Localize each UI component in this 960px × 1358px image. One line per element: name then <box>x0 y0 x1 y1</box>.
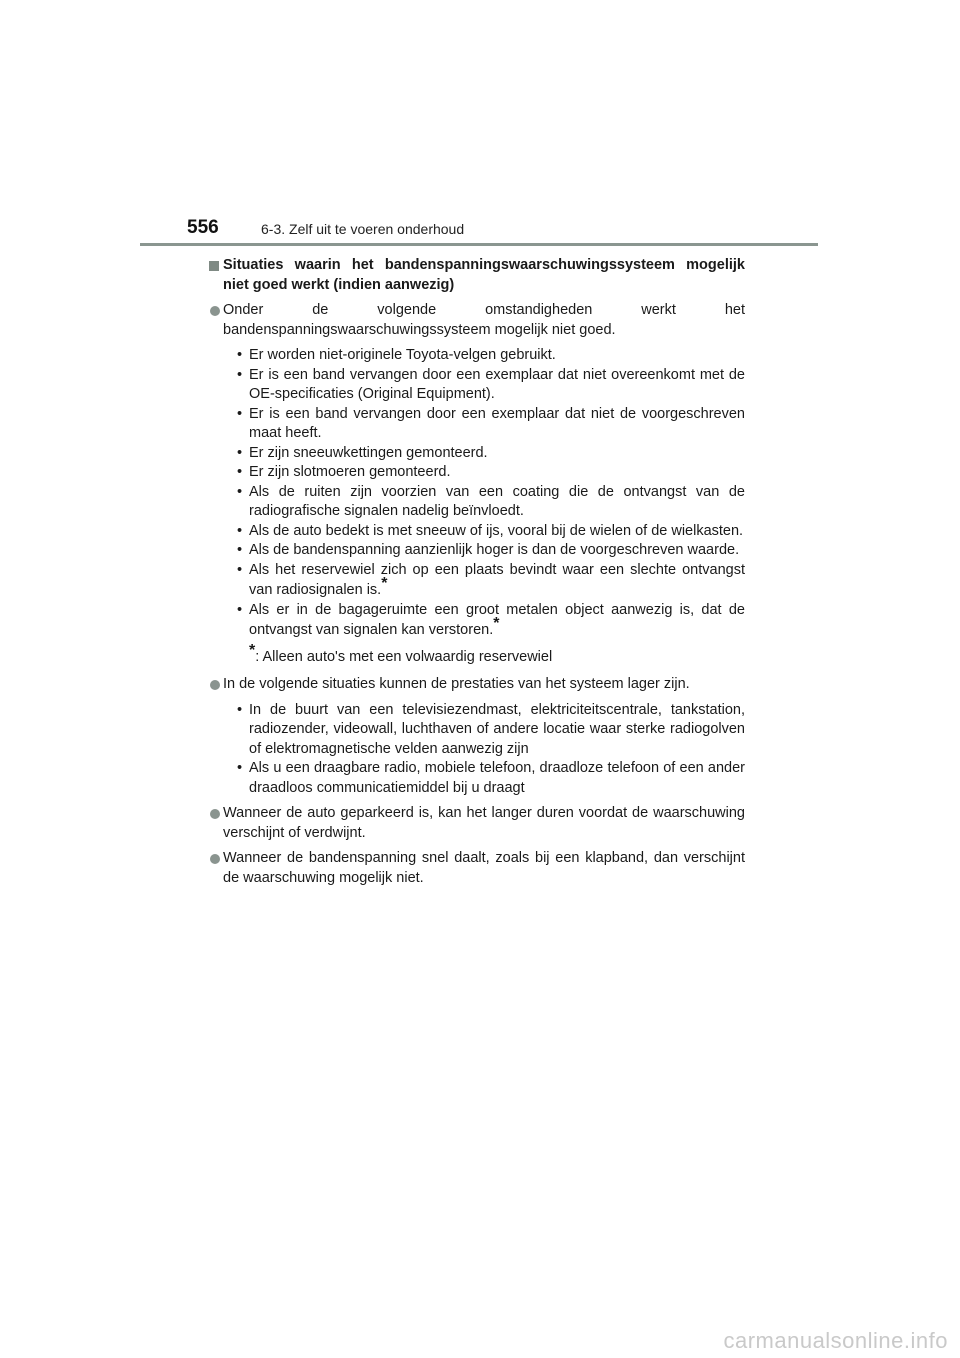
paragraph-2 <box>209 675 745 695</box>
situation-list <box>209 701 745 799</box>
watermark: carmanualsonline.info <box>723 1328 948 1353</box>
page-number: 556 <box>187 217 219 238</box>
list-item: • Als de bandenspanning aanzienlijk hoger is dan de voorgeschreven waarde. <box>237 542 740 558</box>
circle-bullet-icon <box>210 306 220 316</box>
footnote <box>209 641 745 668</box>
section-title: 6-3. Zelf uit te voeren onderhoud <box>261 221 465 237</box>
list-item: • Er is een band vervangen door een exemplaar dat niet overeenkomt met de OE-specificaties (Original Equipment). <box>237 366 745 402</box>
list-item: • Er worden niet-originele Toyota-velgen gebruikt. <box>237 347 556 363</box>
footnote-text: : Alleen auto's met een volwaardig reservewiel <box>255 648 553 665</box>
main-content <box>209 256 745 894</box>
circle-bullet-icon <box>210 854 220 864</box>
condition-list <box>209 346 745 641</box>
list-item: • Als de ruiten zijn voorzien van een coating die de ontvangst van de radiografische signalen nadelig beïnvloedt. <box>237 483 745 519</box>
list-item: • Als u een draagbare radio, mobiele telefoon, draadloze telefoon of een ander draadloos communicatiemiddel bij u draagt <box>237 760 745 796</box>
paragraph-text: Wanneer de bandenspanning snel daalt, zoals bij een klapband, dan verschijnt de waarschuwing mogelijk niet. <box>223 850 745 886</box>
square-bullet-icon <box>209 261 219 271</box>
list-item: • Als de auto bedekt is met sneeuw of ijs, vooral bij de wielen of de wielkasten. <box>237 522 744 539</box>
header-rule <box>140 243 818 246</box>
footnote-star: * <box>381 575 388 592</box>
section-heading <box>209 256 745 295</box>
footnote-star: * <box>493 615 500 632</box>
list-item: • Als er in de bagageruimte een groot metalen object aanwezig is, dat de ontvangst van signalen kan verstoren.* <box>237 601 745 638</box>
list-item: • Er zijn sneeuwkettingen gemonteerd. <box>237 444 488 461</box>
paragraph-text: In de volgende situaties kunnen de prestaties van het systeem lager zijn. <box>223 676 690 692</box>
paragraph-text: Onder de volgende omstandigheden werkt het bandenspanningswaarschuwingssysteem mogelijk niet goed. <box>223 302 745 338</box>
footnote-star: * <box>249 641 256 659</box>
paragraph-1 <box>209 301 745 340</box>
list-item: • In de buurt van een televisiezendmast, elektriciteitscentrale, tankstation, radiozender, videowall, luchthaven of andere locatie waar sterke radiogolven of elektromagnetische velden aanwezig zijn <box>237 701 745 757</box>
circle-bullet-icon <box>210 680 220 690</box>
list-item: • Er is een band vervangen door een exemplaar dat niet de voorgeschreven maat heeft. <box>237 405 745 441</box>
list-item: • Er zijn slotmoeren gemonteerd. <box>237 464 451 480</box>
circle-bullet-icon <box>210 809 220 819</box>
list-item: • Als het reservewiel zich op een plaats bevindt waar een slechte ontvangst van radiosignalen is.* <box>237 561 745 598</box>
paragraph-4 <box>209 849 745 888</box>
heading-text: Situaties waarin het bandenspanningswaarschuwingssysteem mogelijk niet goed werkt (indien aanwezig) <box>223 257 745 293</box>
paragraph-3 <box>209 804 745 843</box>
paragraph-text: Wanneer de auto geparkeerd is, kan het langer duren voordat de waarschuwing verschijnt of verdwijnt. <box>223 805 745 841</box>
